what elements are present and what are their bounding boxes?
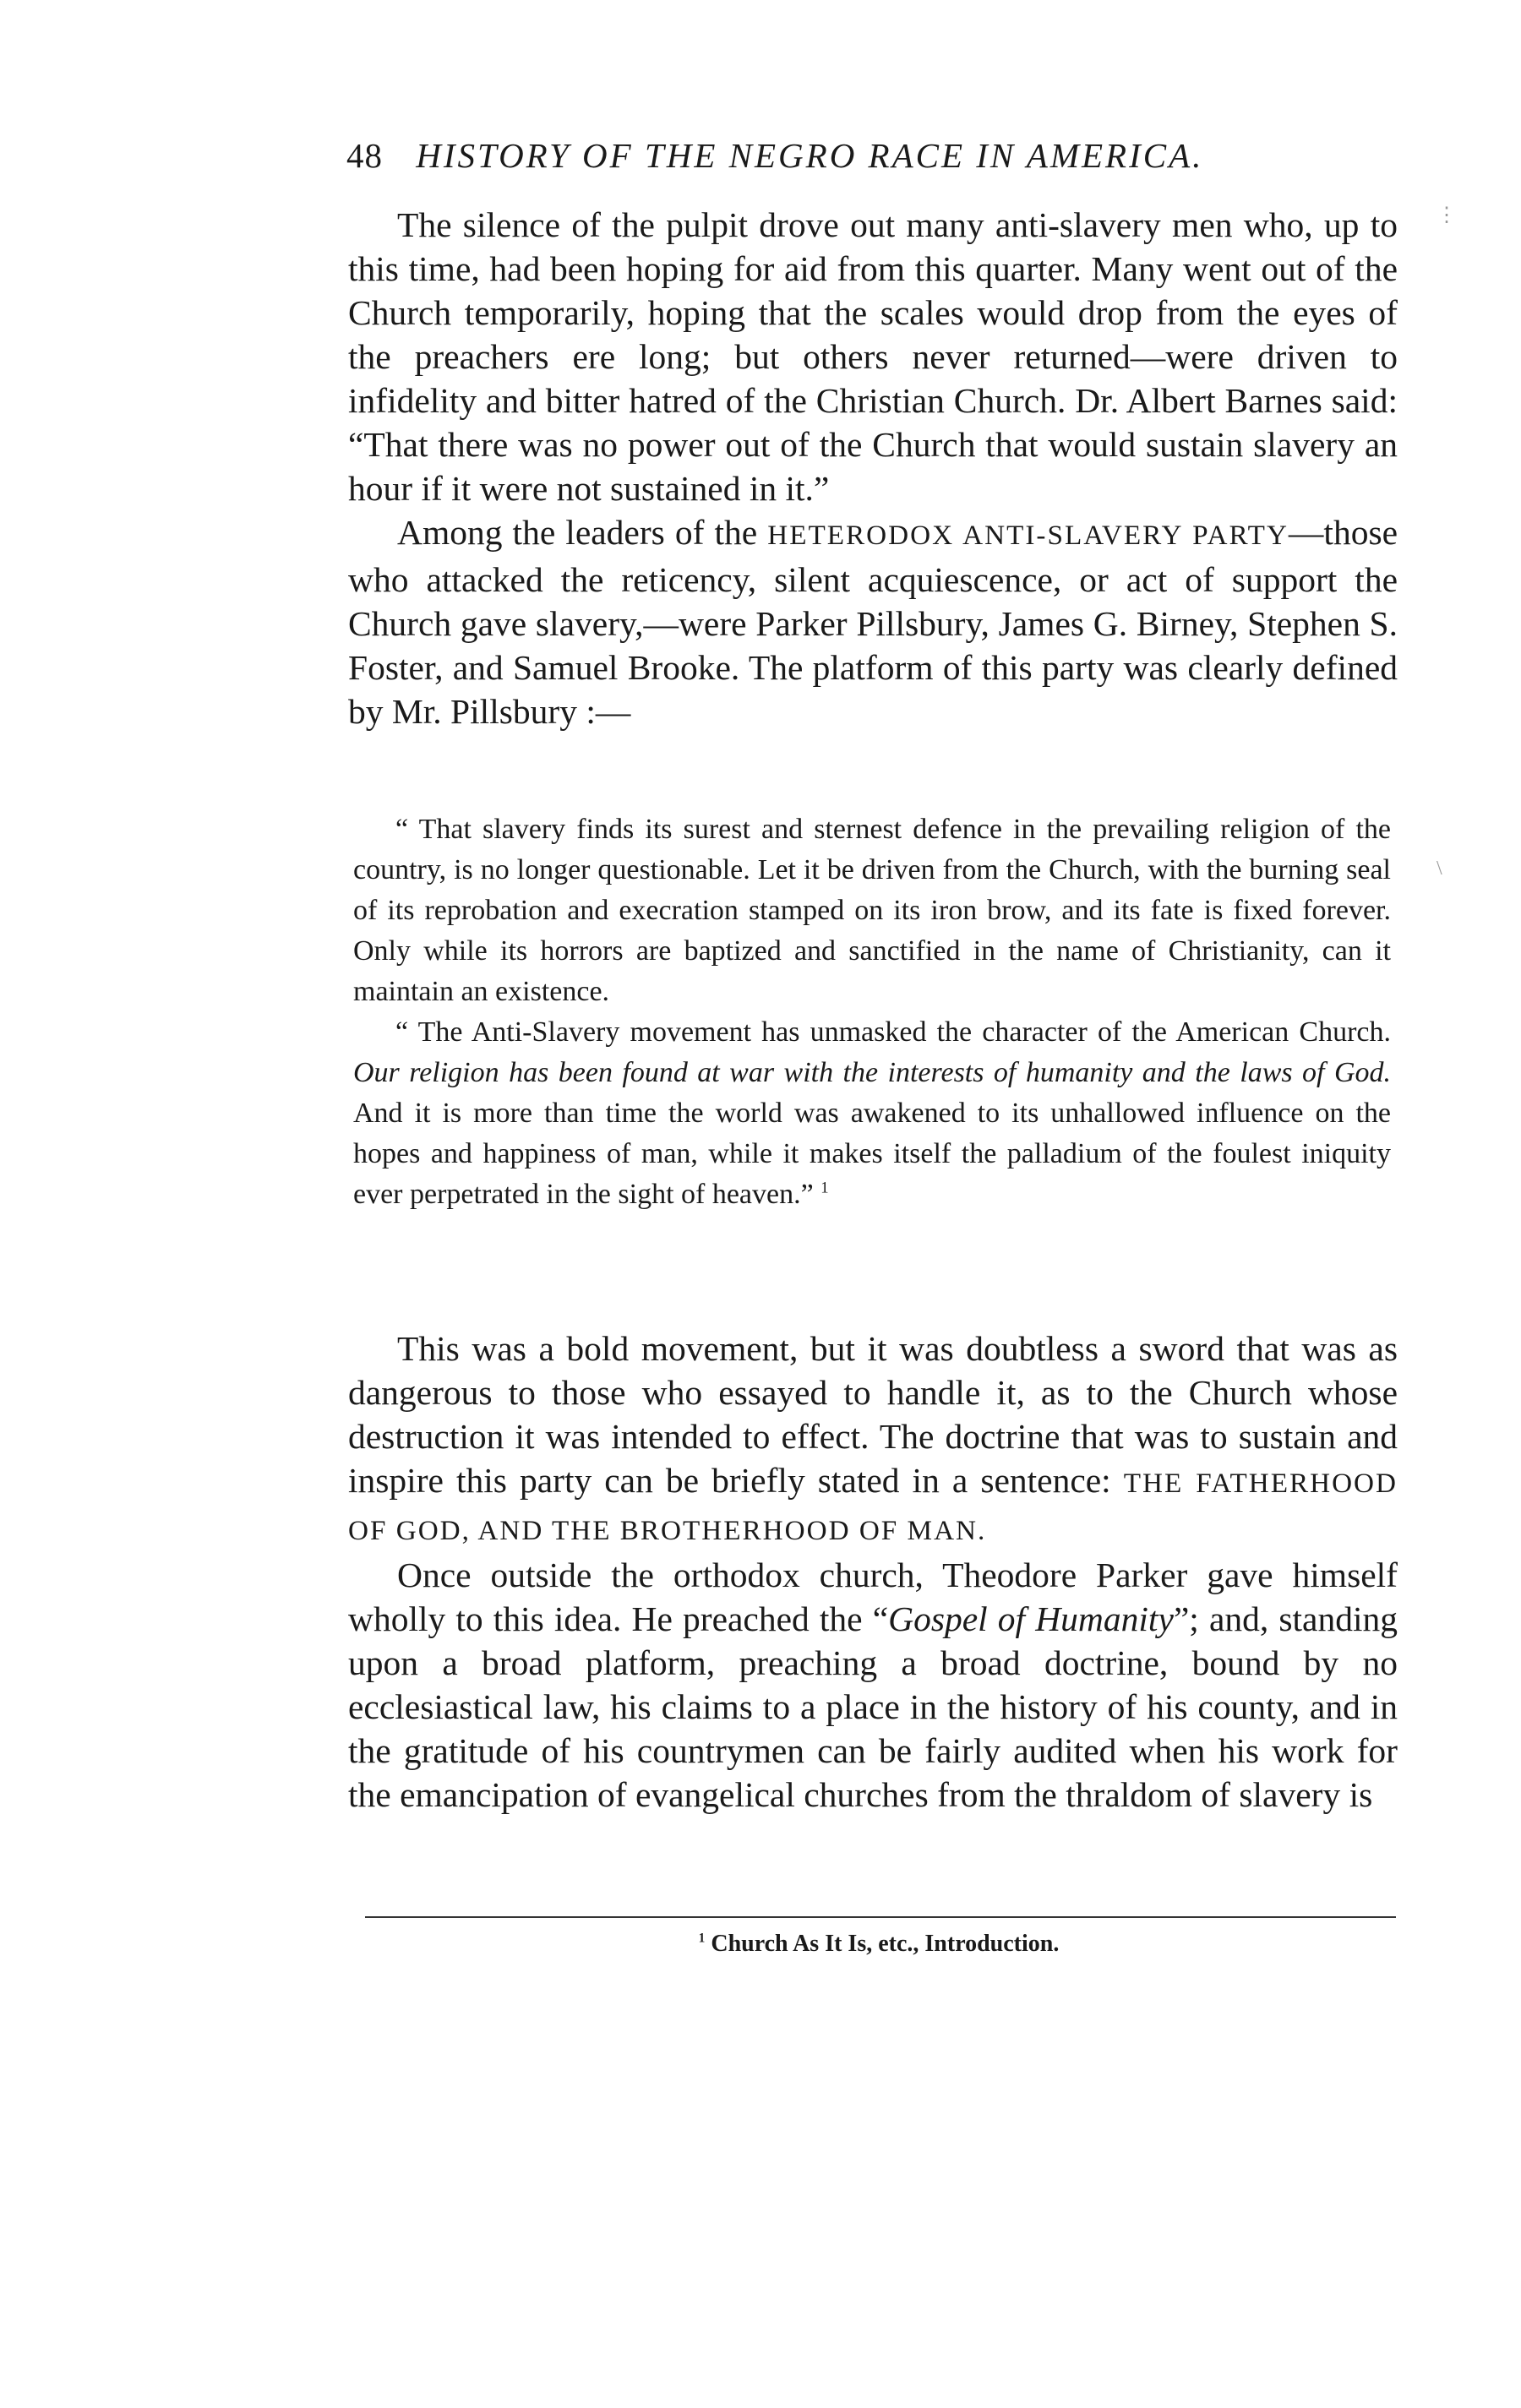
body-text-upper (348, 203, 1398, 733)
para2-lead: Among the leaders of the (397, 513, 758, 552)
fatherhood-caps: THE FATHERHOOD OF GOD, AND THE BROTHERHOOD OF MAN. (348, 1468, 1398, 1546)
paragraph-theodore-parker (348, 1553, 1398, 1817)
paragraph-bold-movement (348, 1327, 1398, 1553)
margin-speck: \ (1436, 858, 1442, 880)
quote-paragraph-1: “ That slavery finds its surest and sternest defence in the prevailing religion of the country, is no longer questionable. Let it be driven from the Church, with the burning seal of its reprobation and execration stamped on its iron brow, and its fate is fixed forever. Only while its horrors are baptized and sanctified in the name of Christianity, can it maintain an existence. (353, 814, 1391, 1007)
paragraph-heterodox-party (348, 510, 1398, 733)
footnote-marker: 1 (698, 1931, 706, 1946)
paragraph-pulpit-silence: The silence of the pulpit drove out many anti-slavery men who, up to this time, had been hoping for aid from this quarter. Many went out of the Church temporarily, hoping that the scales would drop from the eyes of the preachers ere long; but others never returned—were driven to infidelity and bitter hatred of the Christian Church. Dr. Albert Barnes said: “That there was no power out of the Church that would sustain slavery an hour if it were not sustained in it.” (348, 205, 1398, 508)
quote-paragraph-2 (353, 1012, 1391, 1215)
page-number: 48 (346, 136, 383, 175)
heterodox-party-caps: HETERODOX ANTI-SLAVERY PARTY (767, 520, 1289, 551)
quote2-rest: And it is more than time the world was awakened to its unhallowed influence on the hopes and happiness of man, while it makes itself the palladium of the foulest iniquity ever perpetrated in the sight of heaven.” (353, 1098, 1391, 1210)
footnote-divider (365, 1916, 1396, 1918)
para4-lead: Once outside the orthodox church, Theodore Parker gave himself wholly to this idea. He preached the “ (348, 1555, 1398, 1638)
para4-italic: Gospel of Humanity (888, 1599, 1174, 1638)
para2-rest: —those who attacked the reticency, silent acquiescence, or act of support the Church gave slavery,—were Parker Pillsbury, James G. Birney, Stephen S. Foster, and Samuel Brooke. The platform of this party was clearly defined by Mr. Pillsbury :— (348, 513, 1398, 731)
running-title: HISTORY OF THE NEGRO RACE IN AMERICA. (416, 136, 1204, 175)
quote2-italic: Our religion has been found at war with the interests of humanity and the laws of God. (353, 1057, 1391, 1088)
footnote-reference: 1 (820, 1179, 829, 1197)
margin-speck: ⋮ (1436, 204, 1457, 226)
body-text-lower (348, 1327, 1398, 1817)
para3-lead: This was a bold movement, but it was doubtless a sword that was as dangerous to those who essayed to handle it, as to the Church whose destruction it was intended to effect. The doctrine that was to sustain and inspire this party can be briefly stated in a sentence: (348, 1329, 1398, 1500)
running-header (346, 135, 1420, 176)
block-quote (353, 809, 1391, 1215)
para4-rest: ”; and, standing upon a broad platform, preaching a broad doctrine, bound by no ecclesiastical law, his claims to a place in the history of his county, and in the gratitude of his countrymen can be fairly audited when his work for the emancipation of evangelical churches from the thraldom of slavery is (348, 1599, 1398, 1814)
footnote-text: Church As It Is, etc., Introduction. (711, 1931, 1060, 1957)
footnote (363, 1931, 1394, 1958)
quote2-lead: “ The Anti-Slavery movement has unmasked the character of the American Church. (395, 1016, 1391, 1048)
